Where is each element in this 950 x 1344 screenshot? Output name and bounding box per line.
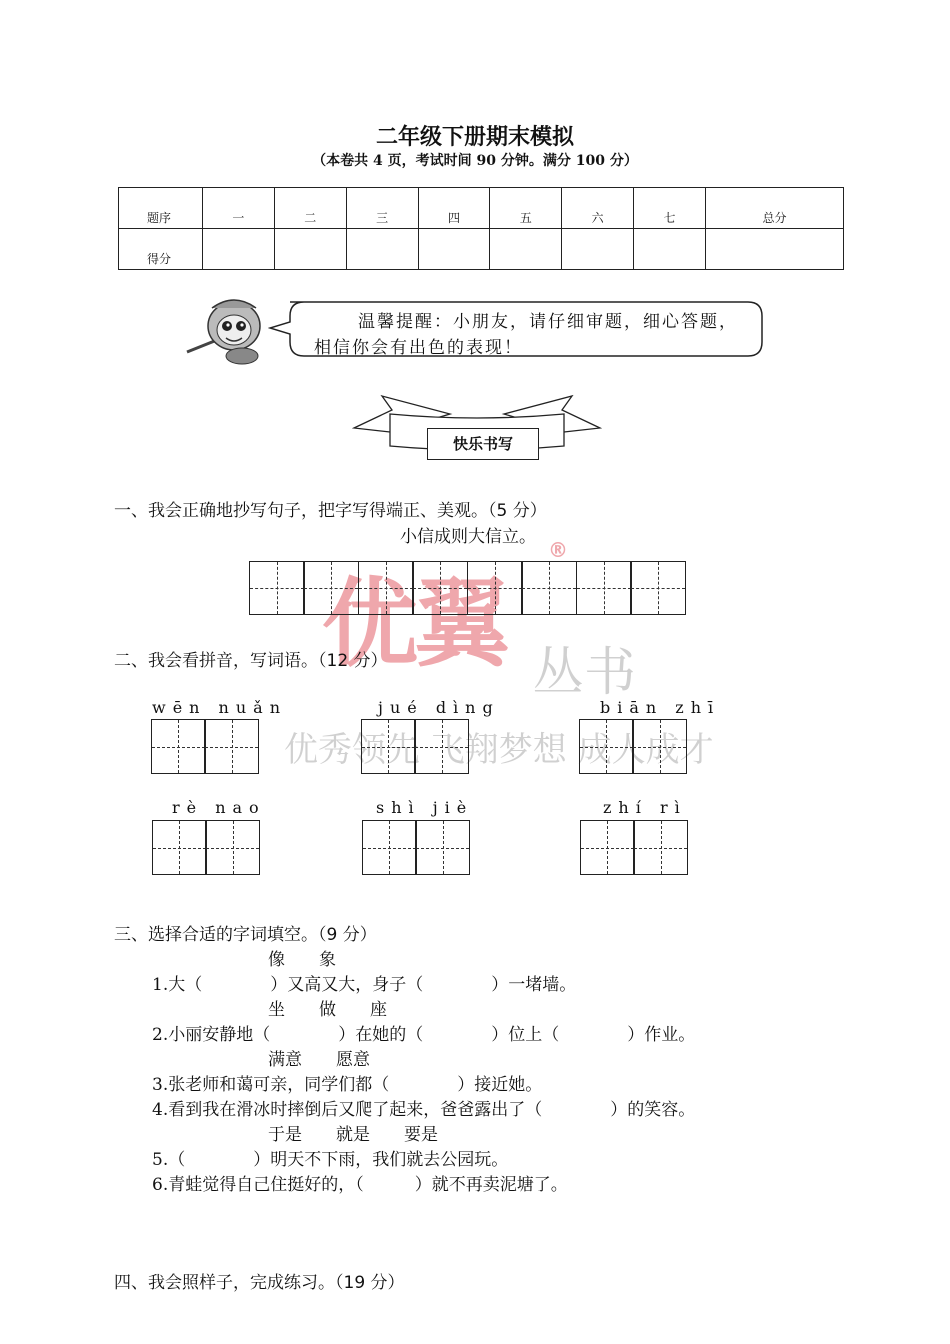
writing-cell[interactable]	[303, 561, 359, 615]
writing-cell[interactable]	[633, 820, 688, 875]
score-cell[interactable]	[203, 229, 275, 270]
fill-blank-line-1[interactable]: 1.大（ ）又高又大，身子（ ）一堵墙。	[152, 975, 577, 995]
exam-info: （本卷共 4 页，考试时间 90 分钟。满分 100 分）	[312, 153, 638, 169]
writing-grid[interactable]	[581, 820, 688, 875]
reminder-line-1: 温馨提醒：小朋友，请仔细审题，细心答题，	[358, 312, 738, 332]
word-choices-2: 坐 做 座	[268, 1000, 387, 1020]
score-cell[interactable]	[274, 229, 346, 270]
table-header-cell: 一	[203, 188, 275, 229]
table-header-cell: 题序	[119, 188, 203, 229]
fill-blank-line-4[interactable]: 4.看到我在滑冰时摔倒后又爬了起来，爸爸露出了（ ）的笑容。	[152, 1100, 696, 1120]
copy-sentence: 小信成则大信立。	[400, 527, 536, 547]
word-choices-3: 满意 愿意	[268, 1050, 370, 1070]
pinyin-4: rè nao	[172, 798, 266, 817]
table-header-cell: 三	[346, 188, 418, 229]
fill-blank-line-6[interactable]: 6.青蛙觉得自己住挺好的，（ ）就不再卖泥塘了。	[152, 1175, 568, 1195]
pinyin-6: zhí rì	[603, 798, 687, 817]
monkey-mascot-icon	[182, 288, 282, 368]
writing-cell[interactable]	[151, 719, 206, 774]
fill-blank-line-5[interactable]: 5.（ ）明天不下雨，我们就去公园玩。	[152, 1150, 509, 1170]
writing-grid[interactable]	[580, 719, 687, 774]
score-cell[interactable]	[705, 229, 843, 270]
table-header-cell: 七	[634, 188, 706, 229]
pinyin-1: wēn nuǎn	[152, 698, 288, 717]
writing-cell[interactable]	[521, 561, 577, 615]
writing-cell[interactable]	[249, 561, 305, 615]
watermark-slogan: 优秀领先 飞翔梦想 成人成才	[284, 730, 714, 770]
fill-blank-line-3[interactable]: 3.张老师和蔼可亲，同学们都（ ）接近她。	[152, 1075, 543, 1095]
word-choices-1: 像 象	[268, 950, 336, 970]
table-header-cell: 二	[274, 188, 346, 229]
writing-cell[interactable]	[205, 820, 260, 875]
pinyin-3: biān zhī	[600, 698, 721, 717]
score-cell[interactable]	[346, 229, 418, 270]
writing-cell[interactable]	[414, 719, 469, 774]
watermark-brand: 优翼	[322, 568, 506, 680]
table-row-label: 得分	[119, 229, 203, 270]
writing-grid[interactable]	[362, 719, 469, 774]
reminder-line-2: 相信你会有出色的表现！	[314, 338, 523, 358]
question-2-heading: 二、我会看拼音，写词语。（12 分）	[114, 651, 388, 671]
writing-grid-q1[interactable]	[250, 561, 686, 615]
word-choices-4: 于是 就是 要是	[268, 1125, 438, 1145]
pinyin-2: jué dìng	[378, 698, 500, 717]
table-header-cell: 五	[490, 188, 562, 229]
writing-cell[interactable]	[152, 820, 207, 875]
writing-cell[interactable]	[630, 561, 686, 615]
question-4-heading: 四、我会照样子，完成练习。（19 分）	[114, 1273, 405, 1293]
writing-cell[interactable]	[204, 719, 259, 774]
question-3-heading: 三、选择合适的字词填空。（9 分）	[114, 925, 377, 945]
score-cell[interactable]	[490, 229, 562, 270]
score-cell[interactable]	[418, 229, 490, 270]
watermark-registered-mark: ®	[548, 538, 568, 562]
writing-cell[interactable]	[415, 820, 470, 875]
writing-cell[interactable]	[579, 719, 634, 774]
score-cell[interactable]	[634, 229, 706, 270]
writing-cell[interactable]	[361, 719, 416, 774]
table-header-cell: 总分	[705, 188, 843, 229]
page-title: 二年级下册期末模拟	[375, 124, 574, 150]
writing-cell[interactable]	[412, 561, 468, 615]
writing-cell[interactable]	[632, 719, 687, 774]
table-header-cell: 四	[418, 188, 490, 229]
table-header-cell: 六	[562, 188, 634, 229]
writing-cell[interactable]	[576, 561, 632, 615]
fill-blank-line-2[interactable]: 2.小丽安静地（ ）在她的（ ）位上（ ）作业。	[152, 1025, 696, 1045]
section-banner-label: 快乐书写	[427, 428, 539, 460]
writing-grid[interactable]	[363, 820, 470, 875]
writing-cell[interactable]	[580, 820, 635, 875]
table-row	[119, 188, 844, 229]
table-row	[119, 229, 844, 270]
writing-grid[interactable]	[153, 820, 260, 875]
pinyin-5: shì jiè	[376, 798, 474, 817]
question-1-heading: 一、我会正确地抄写句子，把字写得端正、美观。（5 分）	[114, 501, 547, 521]
watermark-series: 丛书	[532, 643, 637, 703]
writing-cell[interactable]	[362, 820, 417, 875]
score-cell[interactable]	[562, 229, 634, 270]
writing-grid[interactable]	[152, 719, 259, 774]
writing-cell[interactable]	[358, 561, 414, 615]
writing-cell[interactable]	[467, 561, 523, 615]
score-table	[118, 187, 844, 270]
